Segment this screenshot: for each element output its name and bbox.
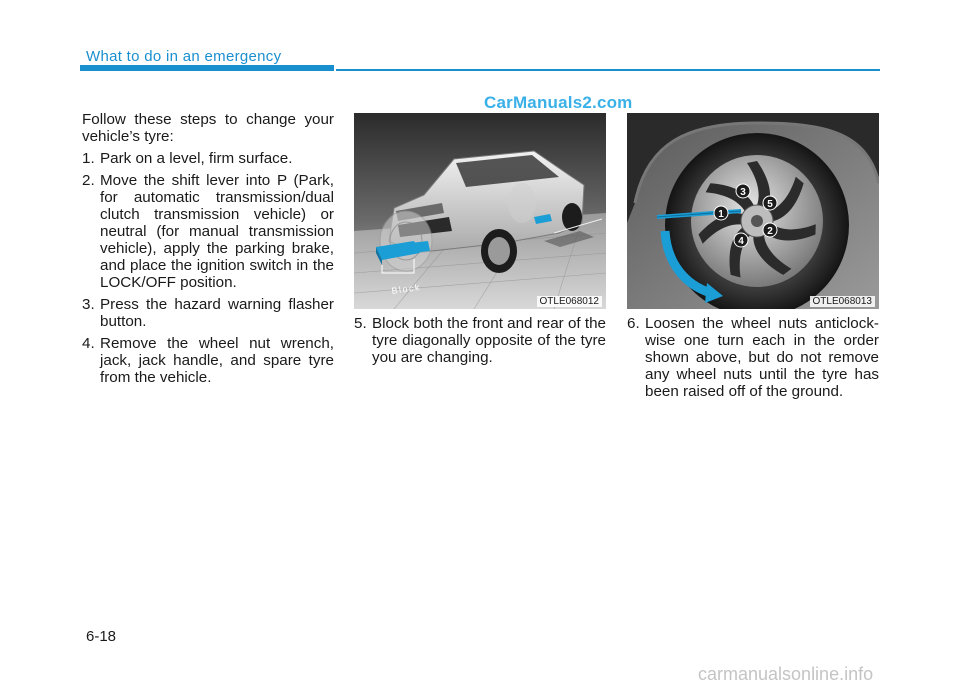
step-text: Move the shift lever into P (Park, for automatic transmission/dual clutch transmission vehicle) or neutral (for manual transmission vehicle), apply the parking brake, and place the ignition switch in the LOCK/OFF position. xyxy=(100,172,334,291)
figure-code: OTLE068013 xyxy=(810,296,876,307)
intro-paragraph: Follow these steps to change your vehicle’s tyre: xyxy=(82,111,334,145)
header-rule-thin xyxy=(336,69,880,71)
step-number: 1. xyxy=(82,150,95,167)
step-2 xyxy=(82,172,334,291)
nut-number-5: 5 xyxy=(767,199,773,210)
step-number: 5. xyxy=(354,315,367,332)
nut-number-4: 4 xyxy=(738,236,744,247)
step-number: 6. xyxy=(627,315,640,332)
figure-code: OTLE068012 xyxy=(537,296,603,307)
watermark-bottom-link[interactable]: carmanualsonline.info xyxy=(698,664,874,684)
step-6 xyxy=(627,315,879,400)
step-number: 3. xyxy=(82,296,95,313)
step-text: Press the hazard warning flasher button. xyxy=(100,296,334,330)
column-1 xyxy=(82,111,334,391)
nut-number-2: 2 xyxy=(767,226,773,237)
page-number: 6-18 xyxy=(86,628,117,645)
column-3 xyxy=(627,315,879,405)
figure-wheel-nuts xyxy=(627,113,879,309)
step-4 xyxy=(82,335,334,386)
step-1 xyxy=(82,150,334,167)
step-5 xyxy=(354,315,606,366)
nut-number-1: 1 xyxy=(718,209,724,220)
step-text: Loosen the wheel nuts anticlock-wise one turn each in the order shown above, but do not remove any wheel nuts until the tyre has been raised off of the ground. xyxy=(645,315,879,400)
step-3 xyxy=(82,296,334,330)
step-text: Block both the front and rear of the tyre diagonally opposite of the tyre you are changing. xyxy=(372,315,606,366)
step-text: Park on a level, firm surface. xyxy=(100,150,293,167)
header-rule-thick xyxy=(80,65,334,71)
nut-number-3: 3 xyxy=(740,187,746,198)
figure-wheel-block xyxy=(354,113,606,309)
wheel-nut-illustration xyxy=(627,113,879,309)
column-2 xyxy=(354,315,606,371)
watermark-top-link[interactable]: CarManuals2.com xyxy=(484,93,633,112)
section-title: What to do in an emergency xyxy=(86,48,282,65)
step-number: 4. xyxy=(82,335,95,352)
step-text: Remove the wheel nut wrench, jack, jack handle, and spare tyre from the vehicle. xyxy=(100,335,334,386)
suv-block-illustration xyxy=(354,113,606,309)
step-number: 2. xyxy=(82,172,95,189)
figure-block-label: Block xyxy=(390,281,422,296)
